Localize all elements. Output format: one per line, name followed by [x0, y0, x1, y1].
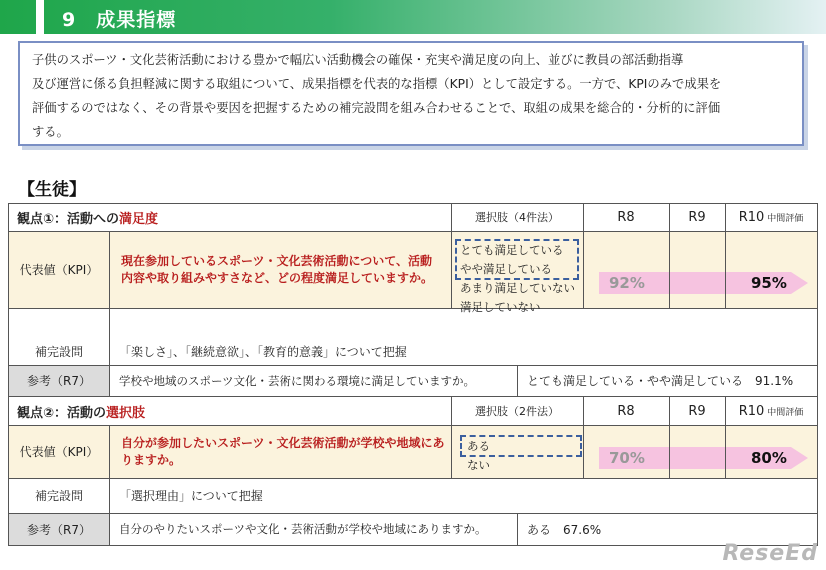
col-r8: R8	[617, 403, 635, 419]
r10-value: 95%	[751, 274, 787, 292]
kpi-question: 自分が参加したいスポーツ・文化芸術活動が学校や地域にありますか。	[121, 435, 445, 467]
choices-header: 選択肢（4件法）	[475, 211, 559, 224]
kpi-question: 現在参加しているスポーツ・文化芸術活動について、活動内容や取り組みやすさなど、どの程度満足していますか。	[121, 253, 434, 285]
kpi-label: 代表値（KPI）	[19, 263, 99, 277]
viewpoint-highlight: 満足度	[119, 211, 159, 227]
viewpoint-prefix: 観点②：活動の	[17, 405, 107, 421]
viewpoint-title	[17, 203, 447, 231]
viewpoint-prefix: 観点①：活動への	[17, 211, 120, 227]
col-r10	[725, 203, 817, 231]
ref-question: 自分のやりたいスポーツや文化・芸術活動が学校や地域にありますか。	[119, 522, 487, 536]
kpi-table-satisfaction	[8, 203, 818, 397]
watermark-logo: ReseEd	[722, 541, 818, 566]
viewpoint-highlight: 選択肢	[106, 405, 146, 421]
supp-label: 補完設問	[34, 344, 83, 359]
student-section-label: 【生徒】	[18, 180, 86, 200]
choice-item: とても満足している	[460, 243, 564, 257]
section-title: 9 成果指標	[62, 9, 177, 31]
ref-question: 学校や地域のスポーツ文化・芸術に関わる環境に満足していますか。	[119, 373, 476, 388]
col-r9: R9	[688, 209, 706, 225]
intro-line: 子供のスポーツ・文化芸術活動における豊かで幅広い活動機会の確保・充実や満足度の向上、並びに教員の部活動指導	[32, 53, 684, 67]
choice-item: ある	[467, 439, 490, 453]
choice-item: やや満足している	[460, 262, 552, 276]
kpi-label: 代表値（KPI）	[19, 445, 99, 459]
intro-line: する。	[32, 125, 69, 139]
choice-list	[467, 437, 490, 475]
col-r10	[725, 397, 817, 425]
ref-label: 参考（R7）	[27, 522, 91, 537]
kpi-table-choice	[8, 397, 818, 546]
ref-label: 参考（R7）	[27, 374, 91, 388]
col-r9: R9	[688, 403, 706, 419]
col-r10-label: R10	[738, 209, 765, 225]
choices-header: 選択肢（2件法）	[475, 405, 559, 418]
col-r10-label: R10	[738, 403, 765, 419]
ref-result: とても満足している・やや満足している 91.1%	[527, 374, 794, 388]
r10-value: 80%	[751, 449, 787, 467]
col-r10-note: 中間評価	[767, 213, 804, 224]
choice-item: あまり満足していない	[460, 281, 575, 295]
choice-item: ない	[467, 458, 490, 472]
intro-line: 及び運営に係る負担軽減に関する取組について、成果指標を代表的な指標（KPI）として設定する。一方で、KPIのみで成果を	[32, 77, 722, 91]
choice-item: 満足していない	[460, 300, 541, 314]
supp-label: 補完設問	[34, 489, 83, 503]
header-accent-mark	[36, 0, 44, 34]
r8-value: 92%	[609, 274, 645, 292]
intro-box	[18, 41, 804, 146]
ref-result: ある 67.6%	[527, 522, 602, 537]
supp-text: 「楽しさ」、「継続意欲」、「教育的意義」について把握	[119, 344, 407, 359]
viewpoint-title	[17, 397, 447, 425]
col-r8: R8	[617, 209, 635, 225]
r8-value: 70%	[609, 449, 645, 467]
choice-list	[460, 241, 575, 317]
col-r10-note: 中間評価	[767, 407, 804, 418]
supp-text: 「選択理由」について把握	[119, 489, 263, 503]
intro-line: 評価するのではなく、その背景や要因を把握するための補完設問を組み合わせることで、取組の成果を総合的・分析的に評価	[32, 101, 721, 115]
